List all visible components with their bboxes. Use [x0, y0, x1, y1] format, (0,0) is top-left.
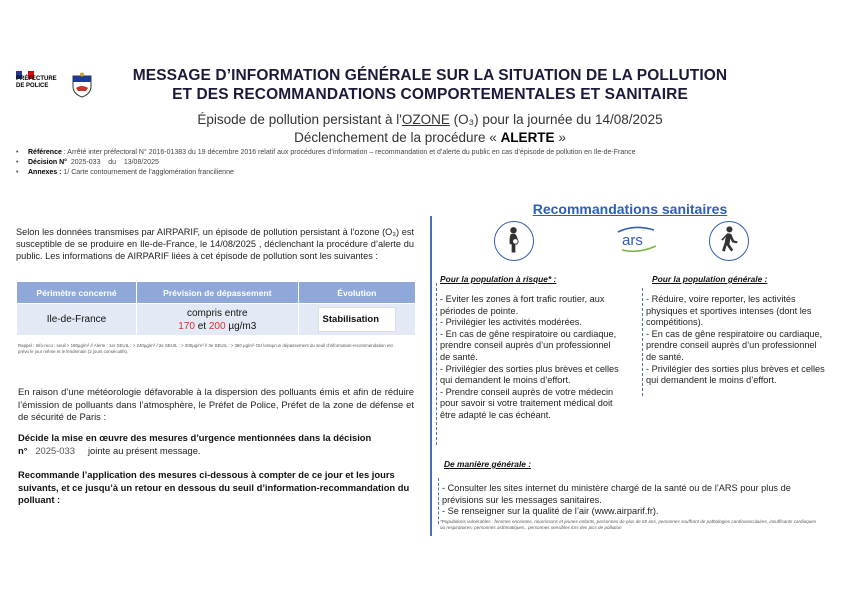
range-high: 200 — [208, 320, 226, 332]
table-row — [17, 304, 416, 336]
vulnerable-footnote: *Populations vulnérables : femmes enceintes, nourrissons et jeunes enfants, personnes de plus de 65 ans, personnes souffrant de pathologies cardiovasculaires, insuffisants cardiaques ou respiratoires, personnes asthmatiques., personnes sensibles lors des pics de pollution — [440, 519, 817, 530]
list-item: - Privilégier des sorties plus brèves et celles qui demandent le moins d’effort. — [646, 363, 825, 386]
reference-label: Référence — [28, 149, 62, 156]
ars-logo — [614, 226, 662, 252]
range-unit: µg/m3 — [225, 320, 257, 332]
intro-paragraph: Selon les données transmises par AIRPARIF, un épisode de pollution persistant à l’ozone (O₃) est susceptible de se produire en Ile-de-France, le 14/08/2025 , déclenchant la procédure d’alerte du public. Les informations de AIRPARIF liées à cet épisode de pollution sont les suivantes : — [16, 227, 414, 261]
risk-population-heading: Pour la population à risque* : — [440, 274, 557, 284]
decision-du: du — [108, 159, 117, 166]
procedure-level: ALERTE — [500, 130, 555, 145]
episode-line — [110, 112, 750, 127]
list-item: - Réduire, voire reporter, les activités physiques et sportives intenses (dont les compétitions). — [646, 294, 812, 328]
general-manner-recommendations — [442, 483, 822, 518]
range-line1: compris entre — [187, 307, 248, 319]
decision-n: n° — [18, 444, 28, 456]
decision-label: Décision N° — [28, 159, 67, 166]
prefecture-logo — [14, 66, 62, 102]
episode-prefix: Épisode de pollution persistant à l' — [197, 112, 402, 127]
list-item: - Privilégier les activités modérées. — [440, 317, 582, 328]
range-low: 170 — [178, 320, 195, 332]
french-flag-icon — [16, 66, 34, 74]
list-item: - Eviter les zones à fort trafic routier, aux périodes de pointe. — [440, 294, 605, 316]
procedure-suffix: » — [558, 130, 566, 145]
recommendations-title: Recommandations sanitaires — [532, 201, 728, 217]
title-line-2: ET DES RECOMMANDATIONS COMPORTEMENTALES ET SANITAIRE — [172, 86, 688, 103]
list-item: - Prendre conseil auprès de votre médecin pour savoir si votre traitement médical doit être adapté le cas échéant. — [440, 386, 614, 420]
references-list — [16, 148, 816, 178]
dashed-line — [438, 478, 439, 524]
decision-bold: Décide la mise en œuvre des mesures d’urgence mentionnées dans la décision — [18, 432, 372, 443]
risk-recommendations — [440, 294, 620, 422]
dashed-line — [436, 283, 437, 445]
general-population-heading: Pour la population générale : — [652, 274, 768, 284]
decision-date: 13/08/2025 — [123, 159, 159, 166]
ars-logo-text: ars — [622, 232, 643, 249]
decision-rest: jointe au présent message. — [87, 444, 201, 456]
decision-num: 2025-033 — [35, 444, 75, 456]
list-item: - Consulter les sites internet du ministère chargé de la santé ou de l’ARS pour plus de prévisions sur les messages sanitaires. — [442, 483, 791, 505]
evolution-cell — [298, 304, 415, 336]
table-header-row — [17, 282, 416, 304]
meteo-paragraph: En raison d’une météorologie défavorable à la dispersion des polluants émis et afin de réduire l’émission de polluants dans l’atmosphère, le Préfet de Police, Préfet de la zone de défense et de sécurité de Paris : — [18, 386, 414, 422]
pregnant-woman-icon — [494, 221, 534, 261]
forecast-table — [16, 281, 416, 336]
procedure-line — [110, 130, 750, 145]
episode-mid: pour la journée du — [482, 112, 592, 127]
reference-item — [16, 148, 816, 158]
pollutant-formula: (O₃) — [453, 112, 479, 127]
annex-label: Annexes : — [28, 169, 62, 176]
range-line2 — [137, 320, 298, 333]
dashed-line — [642, 288, 643, 396]
paris-crest-icon — [70, 72, 94, 98]
area-cell: Ile-de-France — [17, 304, 137, 336]
pollutant: OZONE — [401, 112, 450, 127]
episode-date: 14/08/2025 — [595, 112, 663, 127]
general-manner-heading: De manière générale : — [444, 459, 532, 469]
list-item: - En cas de gêne respiratoire ou cardiaque, prendre conseil auprès d’un professionnel de santé. — [646, 328, 823, 362]
decision-paragraph — [18, 432, 414, 457]
decision-number: 2025-033 — [70, 159, 101, 166]
list-item: - En cas de gêne respiratoire ou cardiaque, prendre conseil auprès d’un professionnel de santé. — [440, 328, 617, 362]
reference-text: : Arrêté inter préfectoral N° 2016-01383 du 19 décembre 2016 relatif aux procédures d’information – recommandation et d’alerte du public en cas d’épisode de pollution en Ile-de-France — [61, 149, 636, 156]
table-header: Périmètre concerné — [17, 282, 137, 304]
running-person-icon — [709, 221, 749, 261]
title-line-1: MESSAGE D’INFORMATION GÉNÉRALE SUR LA SITUATION DE LA POLLUTION — [132, 67, 728, 84]
list-item: - Se renseigner sur la qualité de l’air (www.airparif.fr). — [442, 506, 659, 517]
column-divider — [430, 216, 432, 536]
page-title — [110, 66, 750, 104]
annex-text: 1/ Carte contournement de l’agglomération francilienne — [63, 169, 234, 176]
table-header: Prévision de dépassement — [137, 282, 299, 304]
annex-item — [16, 168, 816, 178]
evolution-value: Stabilisation — [318, 307, 396, 332]
logo-text: PRÉFECTURE DE POLICE — [16, 76, 57, 89]
threshold-note: Rappel : Info-reco : seuil > 180µg/m³ // Alerte : 1er SEUIL : > 240µg/m³ / 2e SEUIL : > 300µg/m³ // 3e SEUIL : > 360 µg/m³ OU lorsqu’un dépassement du seuil d’information-recommandation est prévu le jour même et le lendemain (2 jours consécutifs). — [18, 343, 393, 354]
recommend-paragraph: Recommande l’application des mesures ci-dessous à compter de ce jour et les jours suivants, et ce jusqu’à un retour en dessous du seuil d’information-recommandation du polluant : — [18, 469, 410, 505]
table-header: Évolution — [298, 282, 415, 304]
list-item: - Privilégier des sorties plus brèves et celles qui demandent le moins d’effort. — [440, 363, 619, 386]
general-recommendations — [646, 294, 826, 387]
procedure-prefix: Déclenchement de la procédure « — [294, 130, 497, 145]
range-and: et — [194, 320, 209, 332]
range-cell — [137, 304, 299, 336]
decision-item — [16, 158, 816, 168]
